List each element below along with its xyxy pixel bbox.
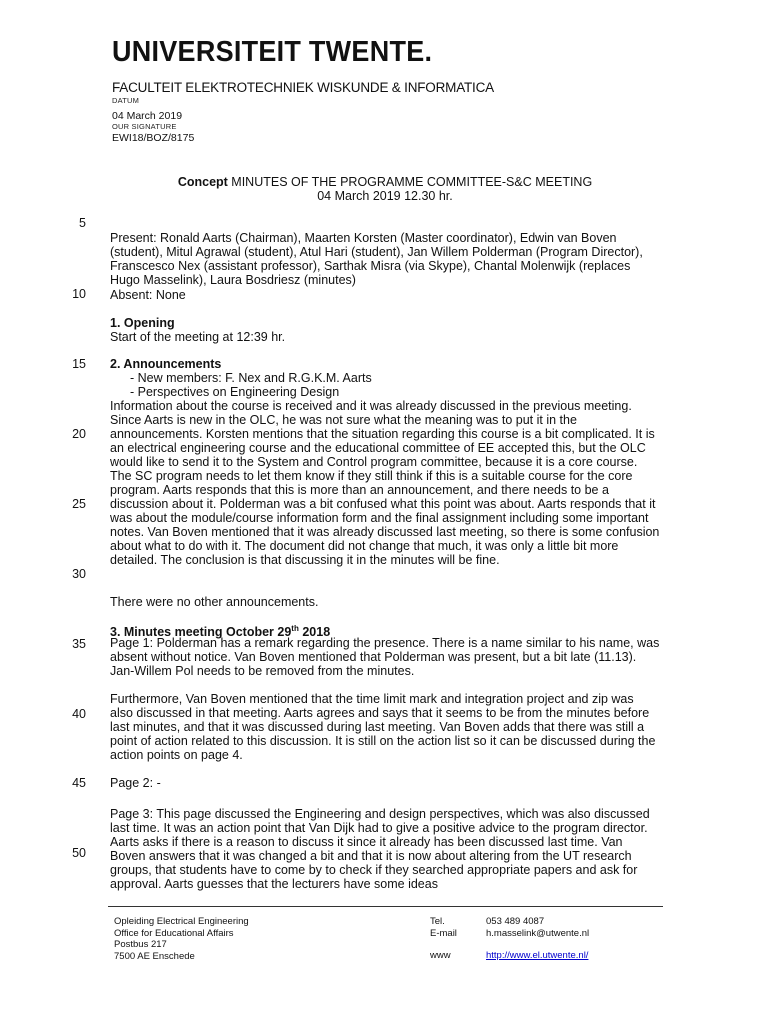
footer-address-line: Office for Educational Affairs	[114, 927, 234, 939]
footer-address-line: 7500 AE Enschede	[114, 950, 195, 962]
signature-label: OUR SIGNATURE	[112, 122, 177, 131]
line-number: 40	[72, 707, 86, 721]
present-list: Present: Ronald Aarts (Chairman), Maarten Korsten (Master coordinator), Edwin van Boven (student), Mitul Agrawal (student), Atul Hari (student), Jan Willem Polderman (Program Director), Franscesco Nex (assistant professor), Sarthak Misra (via Skype), Chantal Molenwijk (replaces Hugo Masselink), Laura Bosdriesz (minutes)	[110, 231, 643, 287]
footer-www-label: www	[430, 950, 451, 961]
university-logo: UNIVERSITEIT TWENTE.	[112, 36, 433, 68]
line-number: 10	[72, 287, 86, 301]
document-title	[0, 175, 770, 189]
footer-tel: 053 489 4087	[486, 916, 545, 927]
minutes-heading-text: 3. Minutes meeting October 29	[110, 625, 292, 640]
line-number: 20	[72, 427, 86, 441]
footer-address-line: Opleiding Electrical Engineering	[114, 916, 249, 927]
announcements-text: Information about the course is received and it was already discussed in the previous meeting. Since Aarts is new in the OLC, he was not sure what the meaning was to put it in the announcements. Korsten mentions that the situation regarding this course is a bit complicated. It is an electrical engineering course and the educational committee of EE accepted this, but the OLC would like to send it to the System and Control program committee, because it is a core course. The SC program needs to let them know if they still think if this is a suitable course for the core program. Aarts responds that this is more than an announcement, and there needs to be a discussion about it. Polderman was a bit confused what this point was about. Aarts responds that it was about the module/course information form and the final assignment including some important notes. Van Boven mentioned that it was already discussed last meeting, so there is some confusion about what to do with it. The document did not change that much, it was only a little bit more detailed. The conclusion is that discussing it in the minutes will be fine.	[110, 399, 660, 567]
minutes-heading-suffix: th	[291, 624, 299, 633]
minutes-furthermore: Furthermore, Van Boven mentioned that the time limit mark and integration project and zip was also discussed in that meeting. Aarts agrees and says that it seems to be from the minutes before last minutes, and that it was discussed during last meeting. Van Boven adds that there was still a point of action related to this discussion. It is still on the action list so it can be discussed during the action points on page 4.	[110, 692, 656, 762]
announcements-heading: 2. Announcements	[110, 357, 222, 371]
footer-divider	[108, 906, 663, 907]
line-number: 45	[72, 776, 86, 790]
line-number: 25	[72, 497, 86, 511]
line-number: 50	[72, 846, 86, 860]
document-date: 04 March 2019	[112, 110, 183, 122]
line-number: 15	[72, 357, 86, 371]
line-number: 30	[72, 567, 86, 581]
faculty-name: FACULTEIT ELEKTROTECHNIEK WISKUNDE & INFORMATICA	[112, 80, 494, 95]
announcement-item: - Perspectives on Engineering Design	[130, 385, 340, 399]
opening-heading: 1. Opening	[110, 316, 175, 330]
meeting-datetime: 04 March 2019 12.30 hr.	[317, 189, 453, 203]
signature-reference: EWI18/BOZ/8175	[112, 132, 195, 144]
minutes-page1: Page 1: Polderman has a remark regarding the presence. There is a name similar to his name, was absent without notice. Van Boven mentioned that Polderman was present, but a bit late (11.13). Jan-Willem Pol needs to be removed from the minutes.	[110, 636, 660, 678]
footer-email-label: E-mail	[430, 928, 457, 939]
minutes-page2: Page 2: -	[110, 776, 161, 790]
line-number: 35	[72, 637, 86, 651]
footer-www-container	[486, 950, 588, 962]
minutes-page3: Page 3: This page discussed the Engineering and design perspectives, which was also discussed last time. It was an action point that Van Dijk had to give a positive advice to the program director. Aarts asks if there is a reason to discuss it since it already has been discussed last time. Van Boven answers that it was changed a bit and that it is now about altering from the UT research groups, that students have to come by to check if they searched appropriate papers and ask for approval. Aarts guesses that the lecturers have some ideas	[110, 807, 650, 891]
footer-tel-label: Tel.	[430, 916, 445, 927]
footer-email: h.masselink@utwente.nl	[486, 928, 590, 939]
other-announcements: There were no other announcements.	[110, 595, 319, 609]
absent-list: Absent: None	[110, 288, 186, 302]
announcement-item: - New members: F. Nex and R.G.K.M. Aarts	[130, 371, 372, 385]
date-label: DATUM	[112, 96, 140, 105]
footer-address	[114, 916, 249, 962]
line-number: 5	[79, 216, 86, 230]
footer-website-link[interactable]: http://www.el.utwente.nl/	[486, 950, 589, 961]
footer-address-line: Postbus 217	[114, 939, 167, 950]
title-text: MINUTES OF THE PROGRAMME COMMITTEE-S&C MEETING	[227, 175, 593, 189]
opening-text: Start of the meeting at 12:39 hr.	[110, 330, 286, 344]
minutes-heading-year: 2018	[298, 625, 331, 640]
title-concept: Concept	[177, 175, 228, 189]
